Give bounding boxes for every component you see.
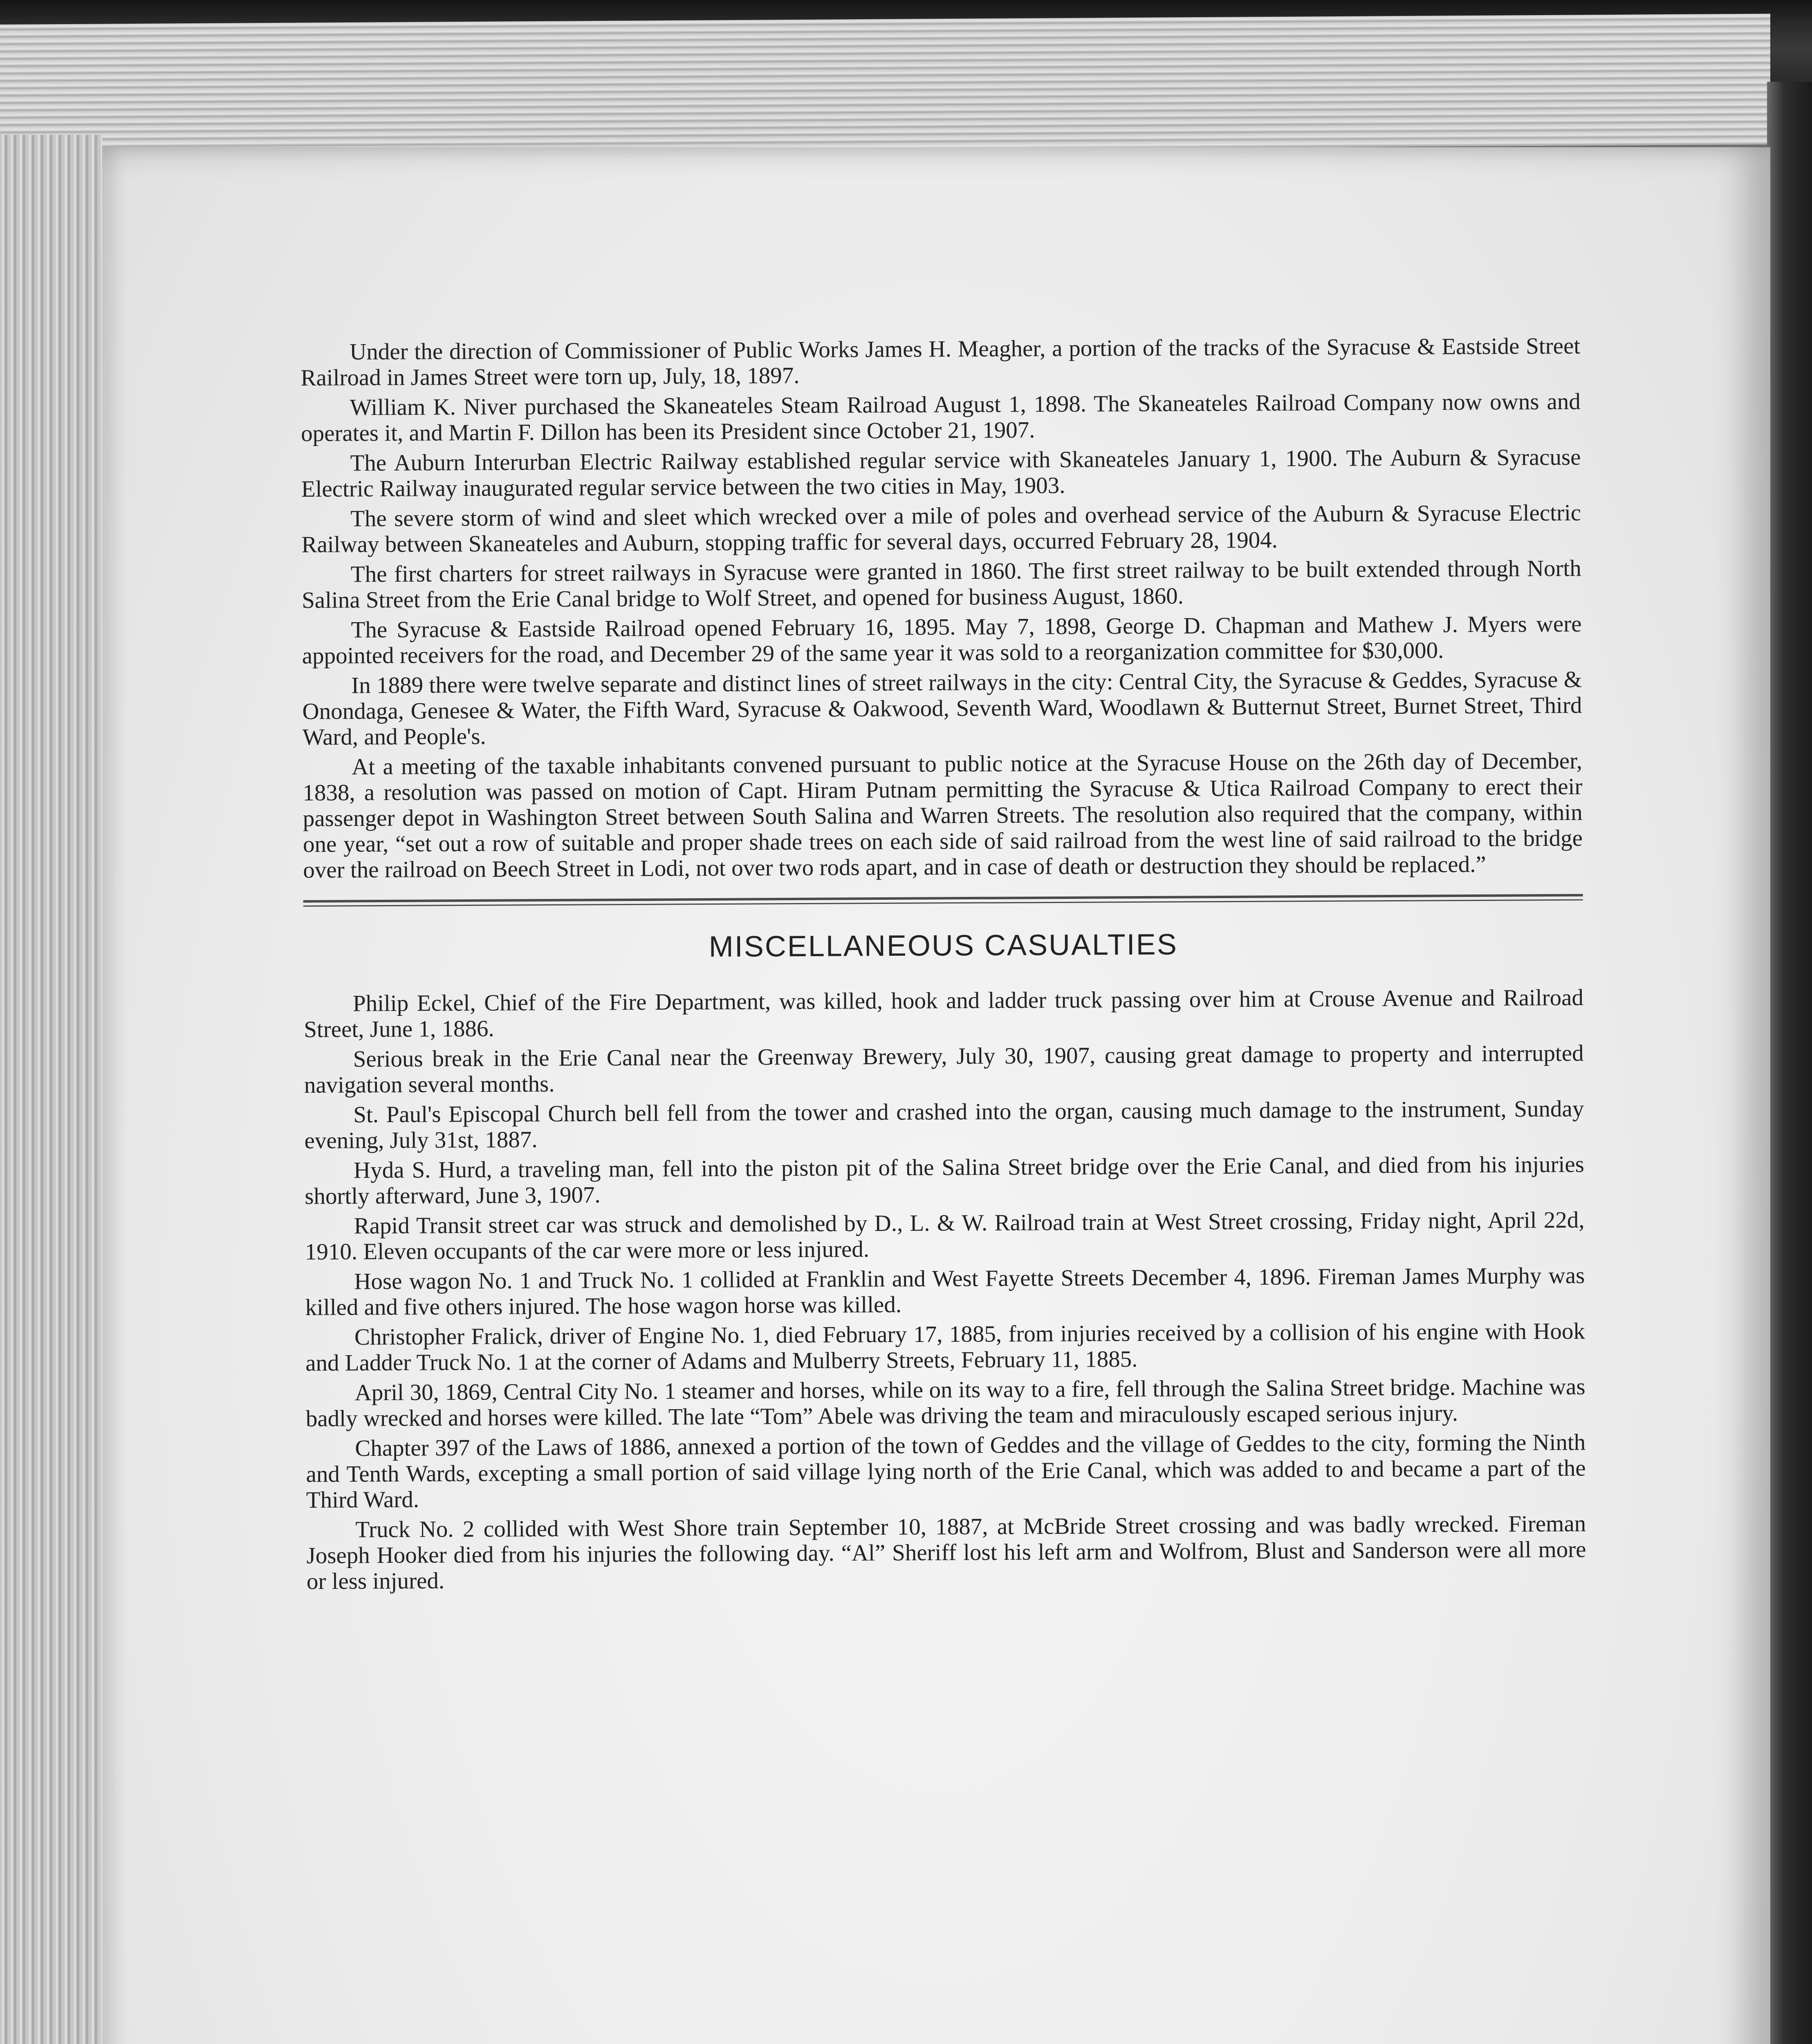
- left-page-edges: [0, 135, 102, 2044]
- paragraph: Chapter 397 of the Laws of 1886, annexed a portion of the town of Geddes and the village of Geddes to the city, forming the Ninth and Tenth Wards, excepting a small portion of said village lying north of the Erie Canal, which was added to and became a part of the Third Ward.: [306, 1429, 1586, 1513]
- paragraph: Truck No. 2 collided with West Shore train September 10, 1887, at McBride Street crossing and was badly wrecked. Fireman Joseph Hooker died from his injuries the following day. “Al” Sheriff lost his left arm and Wolfrom, Blust and Sanderson were all more or less injured.: [306, 1511, 1586, 1594]
- section-divider: [303, 894, 1583, 907]
- section-heading: MISCELLANEOUS CASUALTIES: [709, 928, 1178, 964]
- top-page-edges: [0, 14, 1770, 158]
- paragraph: At a meeting of the taxable inhabitants convened pursuant to public notice at the Syracuse House on the 26th day of December, 1838, a resolution was passed on motion of Capt. Hiram Putnam permitting the Syracuse & Utica Railroad Company to erect their passenger depot in Washington Street between South Salina and Warren Streets. The resolution also required that the company, within one year, “set out a row of suitable and proper shade trees on each side of said railroad from the west line of said railroad to the bridge over the railroad on Beech Street in Lodi, not over two rods apart, and in case of death or destruction they should be replaced.”: [303, 748, 1583, 883]
- paragraph: In 1889 there were twelve separate and distinct lines of street railways in the city: Central City, the Syracuse & Geddes, Syracuse & Onondaga, Genesee & Water, the Fifth Ward, Syracuse & Oakwood, Seventh Ward, Woodlawn & Butternut Street, Burnet Street, Third Ward, and People's.: [302, 666, 1582, 750]
- paragraph: The Syracuse & Eastside Railroad opened February 16, 1895. May 7, 1898, George D. Chapman and Mathew J. Myers were appointed receivers for the road, and December 29 of the same year it was sold to a reorganization committee for $30,000.: [302, 611, 1582, 669]
- paragraph: St. Paul's Episcopal Church bell fell from the tower and crashed into the organ, causing much damage to the instrument, Sunday evening, July 31st, 1887.: [304, 1096, 1584, 1154]
- paragraph: Philip Eckel, Chief of the Fire Department, was killed, hook and ladder truck passing over him at Crouse Avenue and Railroad Street, June 1, 1886.: [304, 984, 1584, 1042]
- paragraph: April 30, 1869, Central City No. 1 steamer and horses, while on its way to a fire, fell through the Salina Street bridge. Machine was badly wrecked and horses were killed. The late “Tom” Abele was driving the team and miraculously escaped serious injury.: [305, 1374, 1586, 1432]
- paragraph: The Auburn Interurban Electric Railway established regular service with Skaneateles January 1, 1900. The Auburn & Syracuse Electric Railway inaugurated regular service between the two cities in May, 1903.: [301, 444, 1581, 502]
- paragraph: The first charters for street railways in Syracuse were granted in 1860. The first street railway to be built extended through North Salina Street from the Erie Canal bridge to Wolf Street, and opened for business August, 1860.: [301, 555, 1581, 613]
- paragraph: Rapid Transit street car was struck and demolished by D., L. & W. Railroad train at West Street crossing, Friday night, April 22d, 1910. Eleven occupants of the car were more or less injured.: [305, 1207, 1585, 1265]
- paragraph: Christopher Fralick, driver of Engine No. 1, died February 17, 1885, from injuries received by a collision of his engine with Hook and Ladder Truck No. 1 at the corner of Adams and Mulberry Streets, February 11, 1885.: [305, 1318, 1586, 1376]
- paragraph: William K. Niver purchased the Skaneateles Steam Railroad August 1, 1898. The Skaneateles Railroad Company now owns and operates it, and Martin F. Dillon has been its President since October 21, 1907.: [301, 388, 1581, 446]
- paragraph: Under the direction of Commissioner of Public Works James H. Meagher, a portion of the tracks of the Syracuse & Eastside Street Railroad in James Street were torn up, July, 18, 1897.: [301, 333, 1581, 391]
- paragraph: Hyda S. Hurd, a traveling man, fell into the piston pit of the Salina Street bridge over the Erie Canal, and died from his injuries shortly afterward, June 3, 1907.: [305, 1151, 1585, 1209]
- paragraph: The severe storm of wind and sleet which wrecked over a mile of poles and overhead service of the Auburn & Syracuse Electric Railway between Skaneateles and Auburn, stopping traffic for several days, occurred February 28, 1904.: [301, 500, 1581, 558]
- paragraph: Serious break in the Erie Canal near the Greenway Brewery, July 30, 1907, causing great damage to property and interrupted navigation several months.: [304, 1040, 1584, 1098]
- page-content: [301, 333, 1586, 1598]
- paragraph: Hose wagon No. 1 and Truck No. 1 collided at Franklin and West Fayette Streets December 4, 1896. Fireman James Murphy was killed and five others injured. The hose wagon horse was killed.: [305, 1262, 1585, 1320]
- book-gutter: [1767, 82, 1812, 2044]
